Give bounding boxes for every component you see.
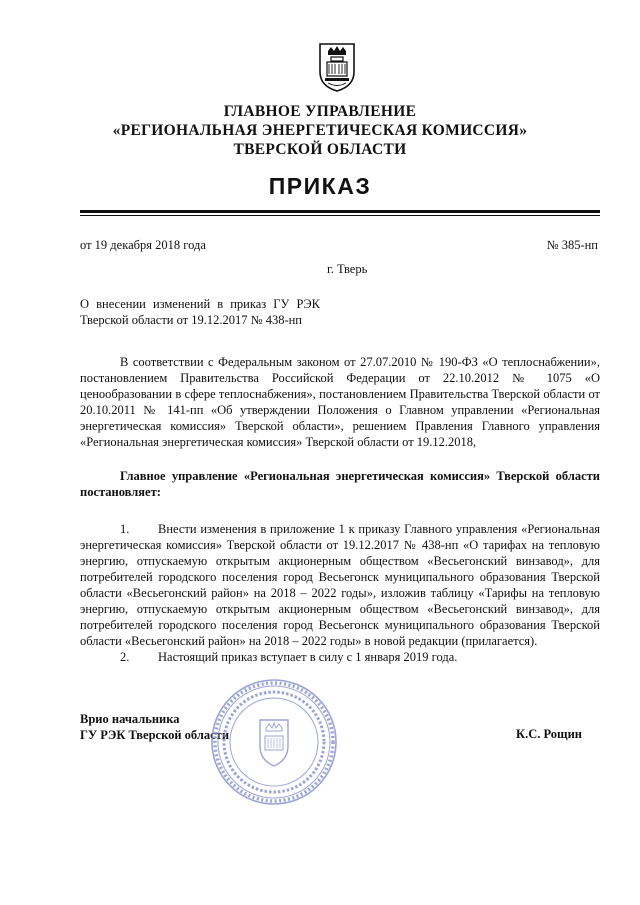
item-number: 1. (120, 522, 130, 536)
signatory-name: К.С. Рощин (516, 727, 582, 741)
header-divider-thick (80, 210, 600, 213)
preamble-text: В соответствии с Федеральным законом от 27.07.2010 № 190-ФЗ «О теплоснабжении», постановлением Правительства Российской Федерации от 22.10.2012 № 1075 «О ценообразовании в сфере теплоснабжения», постановлением Правительства Тверской области от 20.10.2011 № 141-пп «Об утверждении Положения о Главном управлении «Региональная энергетическая комиссия» Тверской области», решением Правления Главного управления «Региональная энергетическая комиссия» Тверской области от 19.12.2018, (80, 355, 600, 449)
order-date: от 19 декабря 2018 года (80, 238, 206, 252)
signatory-position-line-2: ГУ РЭК Тверской области (80, 728, 230, 742)
signatory-position-line-1: Врио начальника (80, 712, 180, 726)
order-number: № 385-нп (546, 238, 598, 252)
header-divider-thin (80, 215, 600, 216)
header-line-3: ТВЕРСКОЙ ОБЛАСТИ (233, 141, 407, 158)
issuer-header (0, 102, 640, 159)
item-number: 2. (120, 650, 130, 664)
order-title: ПРИКАЗ (268, 173, 372, 199)
header-line-2: «РЕГИОНАЛЬНАЯ ЭНЕРГЕТИЧЕСКАЯ КОМИССИЯ» (112, 122, 528, 139)
header-line-1: ГЛАВНОЕ УПРАВЛЕНИЕ (223, 103, 417, 120)
list-item (80, 649, 600, 665)
city-label: г. Тверь (327, 262, 368, 276)
official-seal-icon (208, 676, 340, 808)
order-items (80, 521, 600, 665)
tver-coat-of-arms-icon (318, 42, 356, 92)
preamble (80, 354, 600, 450)
signatory-position (80, 711, 229, 743)
decree-statement: Главное управление «Региональная энергетическая комиссия» Тверской области постановляет: (80, 469, 600, 499)
order-subject: О внесении изменений в приказ ГУ РЭК Тверской области от 19.12.2017 № 438-нп (80, 297, 320, 327)
item-text: Настоящий приказ вступает в силу с 1 января 2019 года. (158, 650, 458, 664)
item-text: Внести изменения в приложение 1 к приказу Главного управления «Региональная энергетическая комиссия» Тверской области от 19.12.2017 № 438-нп «О тарифах на тепловую энергию, отпускаемую открытым акционерным обществом «Весьегонский винзавод», для потребителей городского поселения город Весьегонск муниципального образования Тверской области «Весьегонский район» на 2018 – 2022 годы», изложив таблицу «Тарифы на тепловую энергию, отпускаемую открытым акционерным обществом «Весьегонский винзавод», для потребителей городского поселения город Весьегонск муниципального образования Тверской области «Весьегонский район» на 2018 – 2022 годы» в новой редакции (прилагается). (80, 522, 600, 648)
list-item (80, 521, 600, 649)
